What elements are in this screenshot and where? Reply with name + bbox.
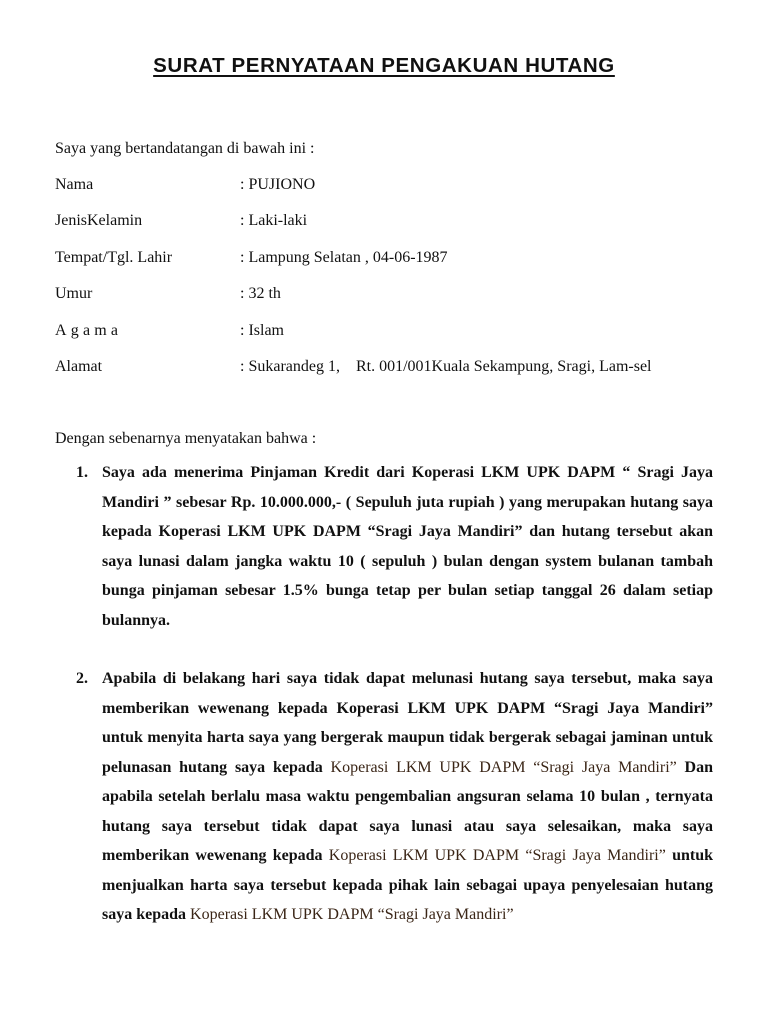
field-label-religion: Agama <box>55 322 123 339</box>
item-2-part2: Dan apabila setelah berlalu masa waktu pengembalian angsuran selama 10 bulan , ternyata hutang saya tersebut tidak dapat saya lunasi atau saya selesaikan, maka saya memberikan wewenang kepada <box>102 758 714 864</box>
intro-text: Saya yang bertandatangan di bawah ini : <box>55 140 315 157</box>
item-2-part3: untuk menjualkan harta saya tersebut kepada pihak lain sebagai upaya penyelesaian hutang saya kepada <box>102 847 714 923</box>
item-2-org2: Koperasi LKM UPK DAPM “Sragi Jaya Mandiri” <box>328 847 666 864</box>
item-1-number: 1. <box>76 464 88 481</box>
field-label-birth: Tempat/Tgl. Lahir <box>55 249 173 266</box>
field-value-age: : 32 th <box>240 285 281 302</box>
item-2-org3: Koperasi LKM UPK DAPM “Sragi Jaya Mandiri” <box>190 906 514 923</box>
document-title-text: SURAT PERNYATAAN PENGAKUAN HUTANG <box>153 54 615 77</box>
field-value-religion: : Islam <box>240 322 284 339</box>
item-2-text <box>102 664 713 930</box>
field-value-birth: : Lampung Selatan , 04-06-1987 <box>240 249 448 266</box>
item-1-text: Saya ada menerima Pinjaman Kredit dari Koperasi LKM UPK DAPM “ Sragi Jaya Mandiri ” sebesar Rp. 10.000.000,- ( Sepuluh juta rupiah ) yang merupakan hutang saya kepada Koperasi LKM UPK DAPM “Sragi Jaya Mandiri” dan hutang tersebut akan saya lunasi dalam jangka waktu 10 ( sepuluh ) bulan dengan system bulanan tambah bunga pinjaman sebesar 1.5% bunga tetap per bulan setiap tanggal 26 dalam setiap bulannya. <box>102 464 713 629</box>
document-title <box>0 54 768 78</box>
field-label-address: Alamat <box>55 358 103 375</box>
item-2-number: 2. <box>76 670 88 687</box>
item-2-part1: Apabila di belakang hari saya tidak dapat melunasi hutang saya tersebut, maka saya memberikan wewenang kepada Koperasi LKM UPK DAPM “Sragi Jaya Mandiri” untuk menyita harta saya yang bergerak maupun tidak bergerak sebagai jaminan untuk pelunasan hutang saya kepada <box>102 670 713 776</box>
field-value-address: : Sukarandeg 1, Rt. 001/001Kuala Sekampung, Sragi, Lam-sel <box>240 358 652 375</box>
statement-intro: Dengan sebenarnya menyatakan bahwa : <box>55 430 317 447</box>
field-label-gender: JenisKelamin <box>55 212 143 229</box>
field-label-age: Umur <box>55 285 93 302</box>
field-label-name: Nama <box>55 176 94 193</box>
field-value-gender: : Laki-laki <box>240 212 308 229</box>
field-value-name: : PUJIONO <box>240 176 316 193</box>
item-2-org1: Koperasi LKM UPK DAPM “Sragi Jaya Mandiri” <box>330 758 677 776</box>
